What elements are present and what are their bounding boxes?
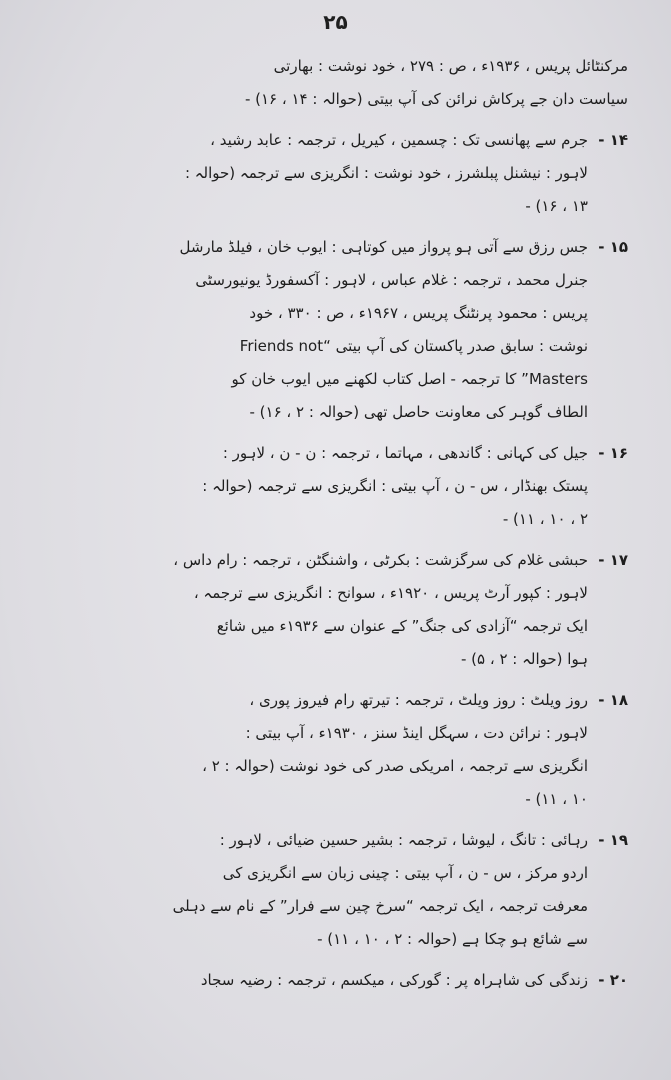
text-line: جرم سے پھانسی تک : چسمین ، کیریل ، ترجمہ : عابد رشید ، (210, 131, 588, 149)
entry-number: ۲۰ - (598, 971, 628, 989)
continuation-paragraph (50, 50, 628, 116)
text-line: ایک ترجمہ “آزادی کی جنگ” کے عنوان سے ۱۹۳۶ء میں شائع (216, 617, 588, 635)
text-line: سیاست دان جے پرکاش نرائن کی آپ بیتی (حوالہ : ۱۴ ، ۱۶) - (244, 90, 628, 108)
text-line: لاہور : کپور آرٹ پریس ، ۱۹۲۰ء ، سوانح : انگریزی سے ترجمہ ، (193, 584, 588, 602)
text-line: لاہور : نیشنل پبلشرز ، خود نوشت : انگریزی سے ترجمہ (حوالہ : (184, 164, 588, 182)
entry-15 (50, 231, 628, 429)
text-line: جس رزق سے آتی ہو پرواز میں کوتاہی : ایوب خان ، فیلڈ مارشل (179, 238, 588, 256)
text-line: سے شائع ہو چکا ہے (حوالہ : ۲ ، ۱۰ ، ۱۱) - (317, 930, 588, 948)
entry-number: ۱۴ - (598, 131, 628, 149)
entry-18 (50, 684, 628, 816)
entry-14 (50, 124, 628, 223)
text-line: پستک بھنڈار ، س - ن ، آپ بیتی : انگریزی سے ترجمہ (حوالہ : (202, 477, 588, 495)
text-line: پریس : محمود پرنٹنگ پریس ، ۱۹۶۷ء ، ص : ۳۳۰ ، خود (249, 304, 588, 322)
text-line: ہوا (حوالہ : ۲ ، ۵) - (460, 650, 588, 668)
text-line: روز ویلٹ : روز ویلٹ ، ترجمہ : تیرتھ رام فیروز پوری ، (249, 691, 588, 709)
text-line: جیل کی کہانی : گاندھی ، مہاتما ، ترجمہ : ن - ن ، لاہور : (222, 444, 588, 462)
entry-17 (50, 544, 628, 676)
text-line: Masters” کا ترجمہ - اصل کتاب لکھنے میں ایوب خان کو (231, 370, 588, 388)
page-number: ۲۵ (323, 10, 348, 34)
entry-number: ۱۶ - (598, 444, 628, 462)
text-line: مرکنٹائل پریس ، ۱۹۳۶ء ، ص : ۲۷۹ ، خود نوشت : بھارتی (273, 57, 628, 75)
text-line: اردو مرکز ، س - ن ، آپ بیتی : چینی زبان سے انگریزی کی (222, 864, 588, 882)
entry-20 (50, 964, 628, 997)
entry-16 (50, 437, 628, 536)
entry-19 (50, 824, 628, 956)
entry-number: ۱۸ - (598, 691, 628, 709)
entry-number: ۱۹ - (598, 831, 628, 849)
text-line: لاہور : نرائن دت ، سہگل اینڈ سنز ، ۱۹۳۰ء ، آپ بیتی : (245, 724, 588, 742)
text-line: زندگی کی شاہراہ پر : گورکی ، میکسم ، ترجمہ : رضیہ سجاد (200, 971, 588, 989)
text-line: انگریزی سے ترجمہ ، امریکی صدر کی خود نوشت (حوالہ : ۲ ، (202, 757, 588, 775)
text-line: ۱۰ ، ۱۱) - (525, 790, 588, 808)
text-line: رہائی : تانگ ، لیوشا ، ترجمہ : بشیر حسین ضیائی ، لاہور : (219, 831, 588, 849)
text-line: ۱۳ ، ۱۶) - (525, 197, 588, 215)
text-line: معرفت ترجمہ ، ایک ترجمہ “سرخ چین سے فرار” کے نام سے دہلی (172, 897, 588, 915)
entry-number: ۱۷ - (598, 551, 628, 569)
text-line: جنرل محمد ، ترجمہ : غلام عباس ، لاہور : آکسفورڈ یونیورسٹی (195, 271, 588, 289)
entry-number: ۱۵ - (598, 238, 628, 256)
text-line: ۲ ، ۱۰ ، ۱۱) - (502, 510, 588, 528)
text-line: الطاف گوہر کی معاونت حاصل تھی (حوالہ : ۲ ، ۱۶) - (249, 403, 588, 421)
text-line: حبشی غلام کی سرگزشت : بکرٹی ، واشنگٹن ، ترجمہ : رام داس ، (173, 551, 588, 569)
page-content (50, 50, 628, 1005)
text-line: نوشت : سابق صدر پاکستان کی آپ بیتی “Friends not (239, 337, 588, 355)
